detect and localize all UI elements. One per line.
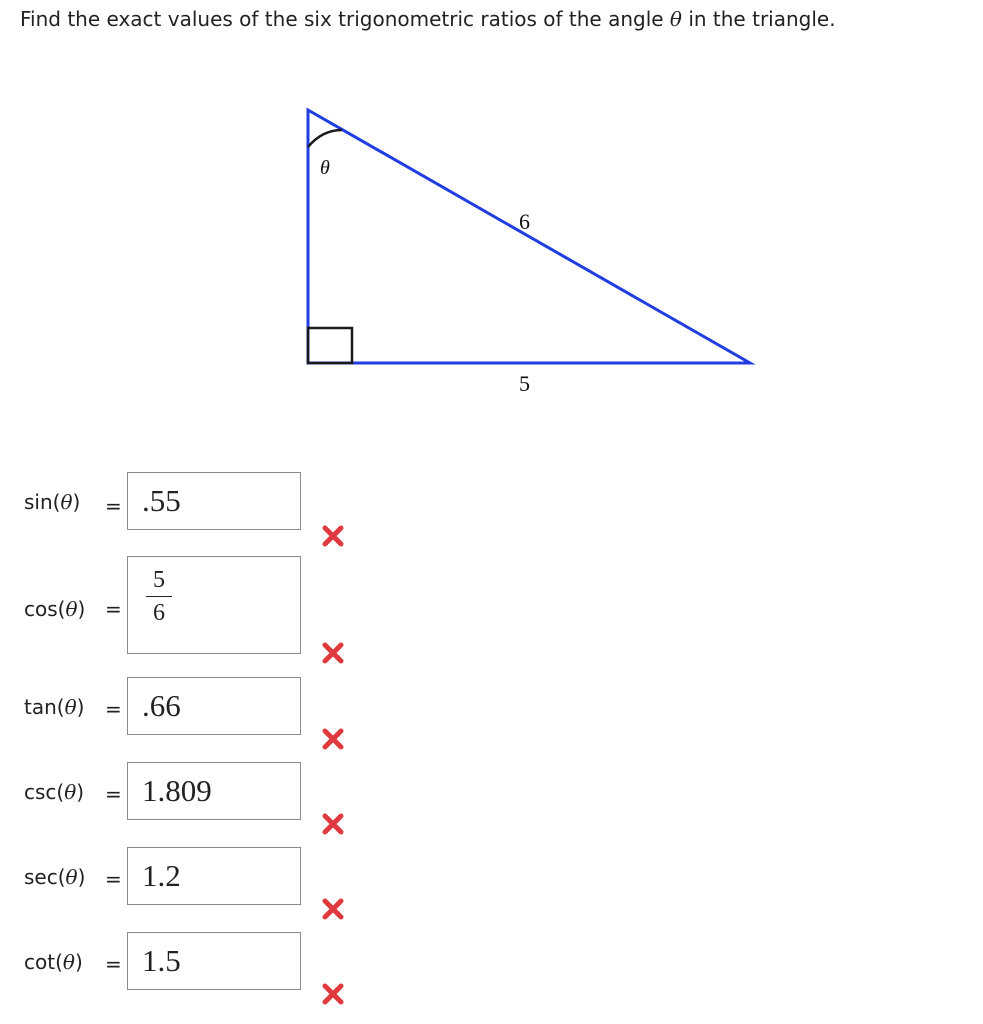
cot-func-name: cot [24,950,56,974]
csc-answer-value: 1.809 [142,773,212,808]
base-label: 5 [519,371,530,396]
cot-answer-input[interactable] [127,932,301,990]
sin-answer-value: .55 [142,483,181,518]
sin-answer-input[interactable] [127,472,301,530]
question-theta: θ [669,7,682,31]
question-text-end: in the triangle. [681,7,836,31]
sin-theta: θ [60,490,73,514]
sec-theta: θ [65,865,78,889]
sin-func-name: sin [24,490,53,514]
question-text [20,5,836,33]
sec-answer-input[interactable] [127,847,301,905]
cos-answer-denominator: 6 [153,600,165,626]
sin-incorrect-icon [321,524,345,548]
cos-theta: θ [65,597,78,621]
angle-label: θ [320,157,330,179]
tan-incorrect-icon [321,727,345,751]
cos-incorrect-icon [321,641,345,665]
cos-equals: = [105,597,122,621]
sec-answer-value: 1.2 [142,858,181,893]
cot-incorrect-icon [321,982,345,1006]
tan-answer-input[interactable] [127,677,301,735]
sec-label: sec(θ) [24,865,86,889]
right-angle-marker [308,328,352,363]
angle-arc [308,130,342,147]
cos-func-name: cos [24,597,58,621]
cos-answer-input[interactable] [127,556,301,654]
cos-answer-numerator: 5 [146,567,172,597]
csc-incorrect-icon [321,812,345,836]
csc-theta: θ [64,780,77,804]
question-text-start: Find the exact values of the six trigonometric ratios of the angle [20,7,670,31]
tan-theta: θ [64,695,77,719]
triangle-figure [0,0,983,430]
cot-equals: = [105,952,122,976]
csc-func-name: csc [24,780,57,804]
triangle-outline [308,110,750,363]
csc-answer-input[interactable] [127,762,301,820]
cot-answer-value: 1.5 [142,943,181,978]
sec-incorrect-icon [321,897,345,921]
sec-func-name: sec [24,865,58,889]
sin-equals: = [105,494,122,518]
sin-label: sin(θ) [24,490,81,514]
tan-label: tan(θ) [24,695,85,719]
cos-answer-fraction [146,567,172,626]
tan-func-name: tan [24,695,57,719]
csc-label: csc(θ) [24,780,85,804]
cot-label: cot(θ) [24,950,83,974]
cot-theta: θ [62,950,75,974]
csc-equals: = [105,782,122,806]
hypotenuse-label: 6 [519,209,530,234]
tan-equals: = [105,697,122,721]
sec-equals: = [105,867,122,891]
cos-label: cos(θ) [24,597,86,621]
tan-answer-value: .66 [142,688,181,723]
